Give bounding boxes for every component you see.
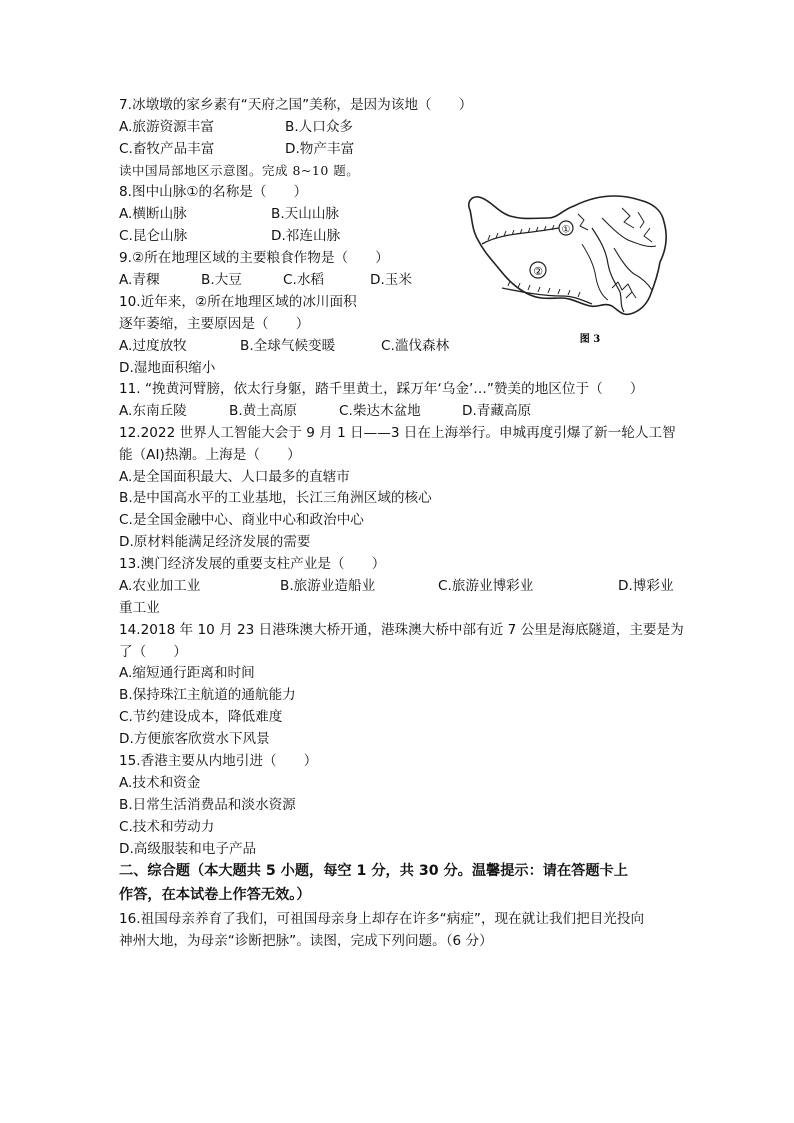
q12-option-c: C.是全国金融中心、商业中心和政治中心 bbox=[119, 512, 364, 528]
q10-option-a: A.过度放牧 bbox=[119, 338, 187, 354]
q10-stem-line1: 10.近年来，②所在地理区域的冰川面积 bbox=[119, 294, 357, 310]
q15-stem: 15.香港主要从内地引进（ ） bbox=[119, 753, 318, 769]
map-instruction: 读中国局部地区示意图。完成 8~10 题。 bbox=[119, 163, 360, 178]
q7-stem: 7.冰墩墩的家乡素有“天府之国”美称，是因为该地（ ） bbox=[119, 97, 473, 113]
q12-stem-line2: 能（AI)热潮。上海是（ ） bbox=[119, 447, 301, 463]
q13-option-d: D.博彩业 bbox=[618, 578, 674, 594]
q7-option-c: C.畜牧产品丰富 bbox=[119, 141, 215, 157]
q14-stem-line1: 14.2018 年 10 月 23 日港珠澳大桥开通，港珠澳大桥中部有近 7 公里是海底隧道，主要是为 bbox=[119, 622, 684, 638]
q8-stem: 8.图中山脉①的名称是（ ） bbox=[119, 184, 308, 200]
figure-caption: 图 3 bbox=[579, 334, 601, 345]
q15-option-c: C.技术和劳动力 bbox=[119, 819, 215, 835]
q11-option-a: A.东南丘陵 bbox=[119, 403, 187, 419]
q12-option-d: D.原材料能满足经济发展的需要 bbox=[119, 534, 311, 550]
section2-heading-line2: 作答，在本试卷上作答无效。） bbox=[119, 887, 311, 903]
q8-option-c: C.昆仑山脉 bbox=[119, 228, 188, 244]
q9-option-c: C.水稻 bbox=[283, 272, 325, 288]
q10-option-d: D.湿地面积缩小 bbox=[119, 360, 216, 376]
q14-stem-line2: 了（ ） bbox=[119, 644, 187, 660]
q16-stem-line2: 神州大地，为母亲“诊断把脉”。读图，完成下列问题。（6 分） bbox=[119, 933, 493, 949]
q7-option-a: A.旅游资源丰富 bbox=[119, 119, 214, 135]
q13-option-b: B.旅游业造船业 bbox=[280, 578, 376, 594]
q8-option-d: D.祁连山脉 bbox=[271, 228, 341, 244]
q16-stem-line1: 16.祖国母亲养育了我们，可祖国母亲身上却存在许多“病症”，现在就让我们把目光投向 bbox=[119, 911, 645, 927]
q12-option-a: A.是全国面积最大、人口最多的直辖市 bbox=[119, 469, 350, 485]
q15-option-b: B.日常生活消费品和淡水资源 bbox=[119, 797, 296, 813]
q13-option-d-continued: 重工业 bbox=[119, 600, 160, 616]
q8-option-b: B.天山山脉 bbox=[271, 206, 340, 222]
q11-stem: 11. “挽黄河臂膀，依太行身躯，踏千里黄土，踩万年‘乌金’…”赞美的地区位于（ ） bbox=[119, 381, 644, 397]
q13-option-a: A.农业加工业 bbox=[119, 578, 201, 594]
q8-option-a: A.横断山脉 bbox=[119, 206, 187, 222]
q12-option-b: B.是中国高水平的工业基地，长江三角洲区域的核心 bbox=[119, 490, 432, 506]
q7-option-b: B.人口众多 bbox=[285, 119, 354, 135]
map-label-2: ② bbox=[533, 265, 543, 278]
map-label-1: ① bbox=[561, 224, 571, 236]
q9-option-d: D.玉米 bbox=[370, 272, 412, 288]
q15-option-a: A.技术和资金 bbox=[119, 775, 201, 791]
q11-option-d: D.青藏高原 bbox=[462, 403, 532, 419]
q10-option-c: C.滥伐森林 bbox=[381, 338, 450, 354]
q13-stem: 13.澳门经济发展的重要支柱产业是（ ） bbox=[119, 556, 386, 572]
q11-option-c: C.柴达木盆地 bbox=[339, 403, 421, 419]
q15-option-d: D.高级服装和电子产品 bbox=[119, 841, 257, 857]
q9-option-a: A.青稞 bbox=[119, 272, 160, 288]
q13-option-c: C.旅游业博彩业 bbox=[438, 578, 534, 594]
q10-stem-line2: 逐年萎缩，主要原因是（ ） bbox=[119, 316, 310, 332]
q10-option-b: B.全球气候变暖 bbox=[240, 338, 336, 354]
section2-heading-line1: 二、综合题（本大题共 5 小题，每空 1 分，共 30 分。温馨提示：请在答题卡上 bbox=[119, 863, 628, 879]
q14-option-c: C.节约建设成本，降低难度 bbox=[119, 709, 283, 725]
q14-option-b: B.保持珠江主航道的通航能力 bbox=[119, 687, 296, 703]
q14-option-d: D.方便旅客欣赏水下风景 bbox=[119, 731, 270, 747]
q11-option-b: B.黄土高原 bbox=[229, 403, 298, 419]
q9-option-b: B.大豆 bbox=[201, 272, 242, 288]
q12-stem-line1: 12.2022 世界人工智能大会于 9 月 1 日——3 日在上海举行。申城再度引爆了新一轮人工智 bbox=[119, 425, 676, 441]
q7-option-d: D.物产丰富 bbox=[285, 141, 355, 157]
china-region-map-figure bbox=[462, 188, 674, 348]
q9-stem: 9.②所在地理区域的主要粮食作物是（ ） bbox=[119, 250, 389, 266]
q14-option-a: A.缩短通行距离和时间 bbox=[119, 665, 255, 681]
